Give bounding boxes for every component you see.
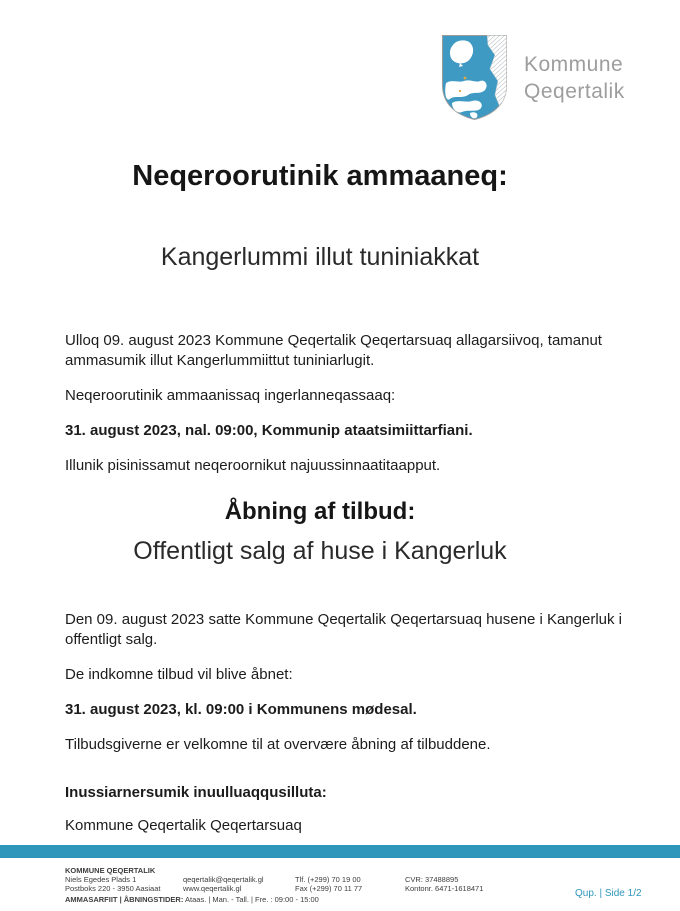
paragraph: Illunik pisinissamut neqeroornikut najuussinnaatitaapput.	[65, 457, 441, 474]
footer-accent-bar	[0, 845, 680, 858]
footer-address-column	[65, 866, 183, 893]
footer-web-column	[183, 866, 295, 893]
logo-name-line2: Qeqertalik	[524, 80, 625, 103]
footer-account-number: Kontonr. 6471-1618471	[405, 884, 484, 893]
paragraph-date-bold: 31. august 2023, kl. 09:00 i Kommunens mødesal.	[65, 701, 417, 718]
footer-address-line2: Postboks 220 - 3950 Aasiaat	[65, 884, 161, 893]
paragraph: De indkomne tilbud vil blive åbnet:	[65, 666, 293, 683]
logo-name-line1: Kommune	[524, 53, 624, 76]
subtitle-greenlandic: Kangerlummi illut tuniniakkat	[160, 243, 480, 271]
footer-registry-column	[405, 866, 483, 893]
closing-signature: Kommune Qeqertalik Qeqertarsuaq	[65, 817, 302, 834]
coat-of-arms-shield-icon	[440, 33, 509, 122]
paragraph: Neqeroorutinik ammaanissaq ingerlanneqassaaq:	[65, 387, 396, 404]
paragraph: Ulloq 09. august 2023 Kommune Qeqertalik Qeqertarsuaq allagarsiivoq, tamanut ammasumik illut Kangerlummiittut tuniniarlugit.	[65, 332, 602, 369]
opening-hours-label: AMMASARFIIT | ÅBNINGSTIDER:	[65, 895, 184, 904]
section-greenlandic	[65, 331, 627, 491]
footer-phone: Tlf. (+299) 70 19 00	[295, 875, 361, 884]
closing-block	[65, 785, 327, 833]
footer-email: qeqertalik@qeqertalik.gl	[183, 875, 264, 884]
kommune-qeqertalik-logo	[440, 33, 625, 122]
paragraph: Den 09. august 2023 satte Kommune Qeqertalik Qeqertarsuaq husene i Kangerluk i offentligt salg.	[65, 611, 623, 648]
section-danish	[65, 610, 627, 770]
paragraph-date-bold: 31. august 2023, nal. 09:00, Kommunip ataatsimiittarfiani.	[65, 422, 473, 439]
closing-salutation: Inussiarnersumik inuulluaqqusilluta:	[65, 784, 327, 801]
footer-org-name: KOMMUNE QEQERTALIK	[65, 866, 156, 875]
footer-contact-block	[65, 866, 625, 893]
footer-phone-column	[295, 866, 405, 893]
paragraph: Tilbudsgiverne er velkomne til at overvære åbning af tilbuddene.	[65, 736, 491, 753]
footer-cvr: CVR: 37488895	[405, 875, 459, 884]
footer-fax: Fax (+299) 70 11 77	[295, 884, 363, 893]
logo-wordmark	[524, 51, 625, 122]
page-number: Qup. | Side 1/2	[575, 888, 642, 899]
title-greenlandic: Neqeroorutinik ammaaneq:	[132, 160, 508, 192]
subtitle-danish: Offentligt salg af huse i Kangerluk	[133, 537, 507, 565]
title-danish: Åbning af tilbud:	[224, 498, 416, 525]
footer-address-line1: Niels Egedes Plads 1	[65, 875, 137, 884]
footer-website: www.qeqertalik.gl	[183, 884, 242, 893]
opening-hours-value: Ataas. | Man. - Tall. | Fre. : 09:00 - 15:00	[183, 895, 319, 904]
footer-opening-hours	[65, 895, 319, 904]
